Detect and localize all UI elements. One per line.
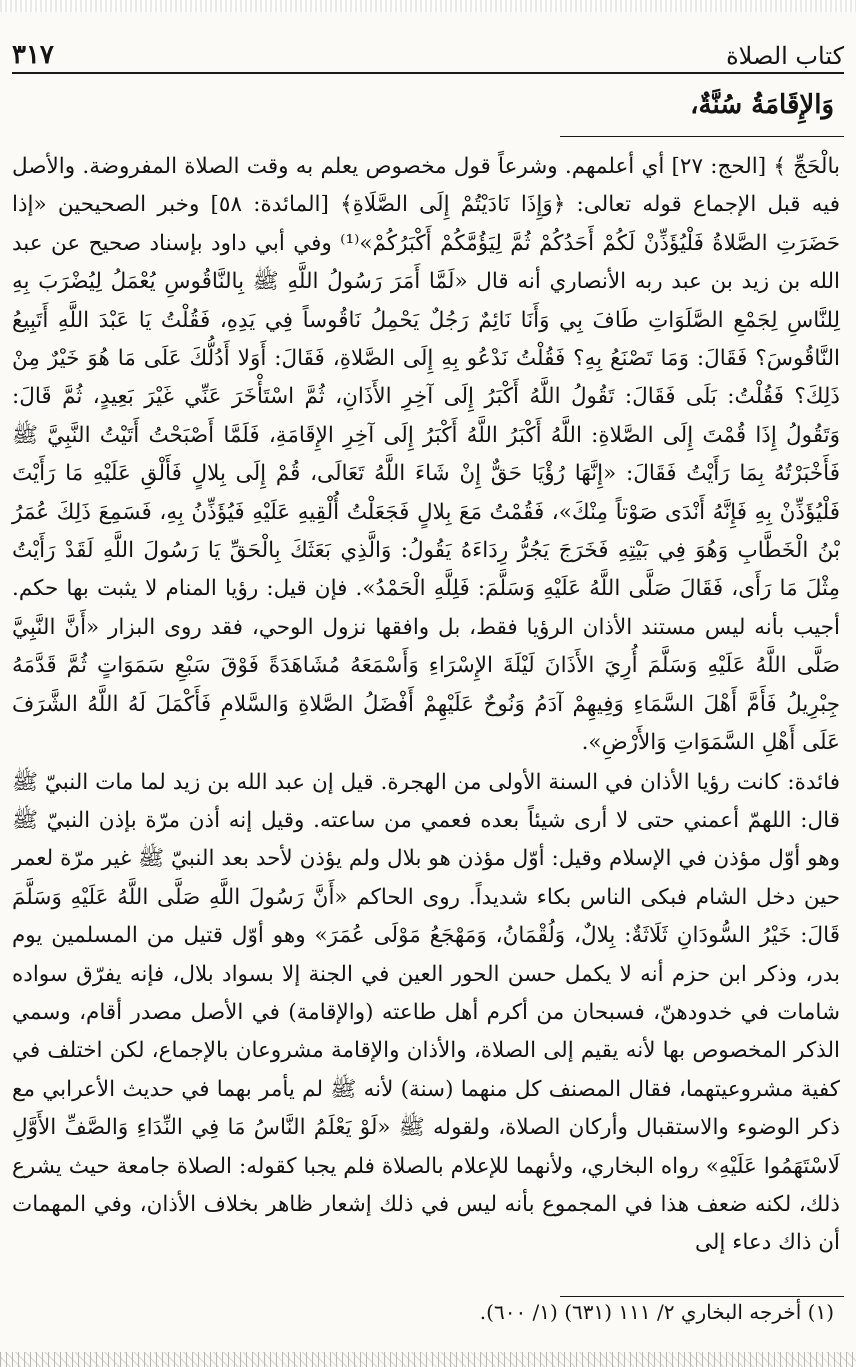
paragraph-adhan-definition: بالْحَجِّ ﴾ [الحج: ٢٧] أي أعلمهم. وشرعاً قول مخصوص يعلم به وقت الصلاة المفروضة. والأصل فيه قبل الإجماع قوله تعالى: ﴿وَإِذَا نَادَيْتُمْ إِلَى الصَّلَاةِ﴾ [المائدة: ٥٨] وخبر الصحيحين «إذا حَضَرَتِ الصَّلاةُ فَلْيُؤَذِّنْ لَكُمْ أَحَدُكُمْ ثُمَّ لِيَؤُمَّكُمْ أَكْبَرُكُمْ»⁽¹⁾ وفي أبي داود بإسناد صحيح عن عبد الله بن زيد بن عبد ربه الأنصاري أنه قال «لَمَّا أَمَرَ رَسُولُ اللَّهِ ﷺ بِالنَّاقُوسِ يُعْمَلُ لِيُضْرَبَ بِهِ لِلنَّاسِ لِجَمْعِ الصَّلَوَاتِ طَافَ بِي وَأَنَا نَائِمٌ رَجُلٌ يَحْمِلُ نَاقُوساً فِي يَدِهِ، فَقُلْتُ يَا عَبْدَ اللَّهِ أَتَبِيعُ النَّاقُوسَ؟ فَقَالَ: وَمَا تَصْنَعُ بِهِ؟ فَقُلْتُ نَدْعُو بِهِ إِلَى الصَّلاةِ، فَقَالَ: أَوَلا أَدُلُّكَ عَلَى مَا هُوَ خَيْرٌ مِنْ ذَلِكَ؟ فَقُلْتُ: بَلَى فَقَالَ: تَقُولُ اللَّهُ أَكْبَرُ إِلَى آخِرِ الأَذَانِ، ثُمَّ اسْتَأْخَرَ عَنِّي غَيْرَ بَعِيدٍ، ثُمَّ قَالَ: وَتَقُولُ إِذَا قُمْتَ إِلَى الصَّلاةِ: اللَّهُ أَكْبَرُ اللَّهُ أَكْبَرُ إِلَى آخِرِ الإِقَامَةِ، فَلَمَّا أَصْبَحْتُ أَتَيْتُ النَّبِيَّ ﷺ فَأَخْبَرْتُهُ بِمَا رَأَيْتُ فَقَالَ: «إِنَّهَا رُؤْيَا حَقٌّ إِنْ شَاءَ اللَّهُ تَعَالَى، قُمْ إِلَى بِلالٍ فَأَلْقِ عَلَيْهِ مَا رَأَيْتَ فَلْيُؤَذِّنْ بِهِ فَإِنَّهُ أَنْدَى صَوْتاً مِنْكَ»، فَقُمْتُ مَعَ بِلالٍ فَجَعَلْتُ أُلْقِيهِ عَلَيْهِ فَيُؤَذِّنُ بِهِ، فَسَمِعَ ذَلِكَ عُمَرُ بْنُ الْخَطَّابِ وَهُوَ فِي بَيْتِهِ فَخَرَجَ يَجُرُّ رِدَاءَهُ يَقُولُ: وَالَّذِي بَعَثَكَ بِالْحَقِّ يَا رَسُولَ اللَّهِ لَقَدْ رَأَيْتُ مِثْلَ مَا رَأَى، فَقَالَ صَلَّى اللَّهُ عَلَيْهِ وَسَلَّمَ: فَلِلَّهِ الْحَمْدُ». فإن قيل: رؤيا المنام لا يثبت بها حكم. أجيب بأنه ليس مستند الأذان الرؤيا فقط، بل وافقها نزول الوحي، فقد روى البزار «أَنَّ النَّبِيَّ صَلَّى اللَّهُ عَلَيْهِ وَسَلَّمَ أُرِيَ الأَذَانَ لَيْلَةَ الإِسْرَاءِ وَأَسْمَعَهُ مُشَاهَدَةً فَوْقَ سَبْعِ سَمَوَاتٍ ثُمَّ قَدَّمَهُ جِبْرِيلُ فَأَمَّ أَهْلَ السَّمَاءِ وَفِيهِمْ آدَمُ وَنُوحٌ عَلَيْهِمْ أَفْضَلُ الصَّلاةِ وَالسَّلامِ فَأَكْمَلَ لَهُ اللَّهُ الشَّرَفَ عَلَى أَهْلِ السَّمَوَاتِ وَالأَرْضِ». [12, 154, 841, 756]
running-header [12, 26, 844, 70]
page-number: ٣١٧ [12, 40, 54, 70]
matn-separator-rule [560, 136, 844, 137]
footnote-separator-rule [560, 1296, 844, 1297]
top-scan-edge [0, 0, 856, 12]
bottom-ornament-border [0, 1352, 856, 1367]
footnote-1: (١) أخرجه البخاري ٢/ ١١١ (٦٣١) (١/ ٦٠٠). [479, 1300, 834, 1324]
header-rule [12, 72, 844, 74]
paragraph-faidah: فائدة: كانت رؤيا الأذان في السنة الأولى من الهجرة. قيل إن عبد الله بن زيد لما مات النبيّ ﷺ قال: اللهمّ أعمني حتى لا أرى شيئاً بعده فعمي من ساعته. وقيل إنه أذن مرّة بإذن النبيّ ﷺ وهو أوّل مؤذن في الإسلام وقيل: أوّل مؤذن هو بلال ولم يؤذن لأحد بعد النبيّ ﷺ غير مرّة لعمر حين دخل الشام فبكى الناس بكاء شديداً. روى الحاكم «أَنَّ رَسُولَ اللَّهِ صَلَّى اللَّهُ عَلَيْهِ وَسَلَّمَ قَالَ: خَيْرُ السُّودَانِ ثَلَاثَةٌ: بِلالٌ، وَلُقْمَانُ، وَمَهْجَعُ مَوْلَى عُمَرَ» وهو أوّل قتيل من المسلمين يوم بدر، وذكر ابن حزم أنه لا يكمل حسن الحور العين في الجنة إلا بسواد بلال، فإنه يفرّق سواده شامات في خدودهنّ، فسبحان من أكرم أهل طاعته (والإقامة) في الأصل مصدر أقام، وسمي الذكر المخصوص بها لأنه يقيم إلى الصلاة، والأذان والإقامة مشروعان بالإجماع، لكن اختلف في كفية مشروعيتهما، فقال المصنف كل منهما (سنة) لأنه ﷺ لم يأمر بهما في حديث الأعرابي مع ذكر الوضوء والاستقبال وأركان الصلاة، ولقوله ﷺ «لَوْ يَعْلَمُ النَّاسُ مَا فِي النِّدَاءِ وَالصَّفِّ الأَوَّلِ لَاسْتَهَمُوا عَلَيْهِ» رواه البخاري، ولأنهما للإعلام بالصلاة فلم يجبا كقوله: الصلاة جامعة حيث يشرع ذلك، لكنه ضعف هذا في المجموع بأنه ليس في ذلك إشعار ظاهر بخلاف الأذان، وفي المهمات أن ذاك دعاء إلى [12, 769, 840, 1256]
matn-text: وَالإِقَامَةُ سُنَّةٌ، [690, 90, 834, 120]
book-title: كتاب الصلاة [726, 42, 844, 70]
commentary-body [12, 148, 840, 1263]
